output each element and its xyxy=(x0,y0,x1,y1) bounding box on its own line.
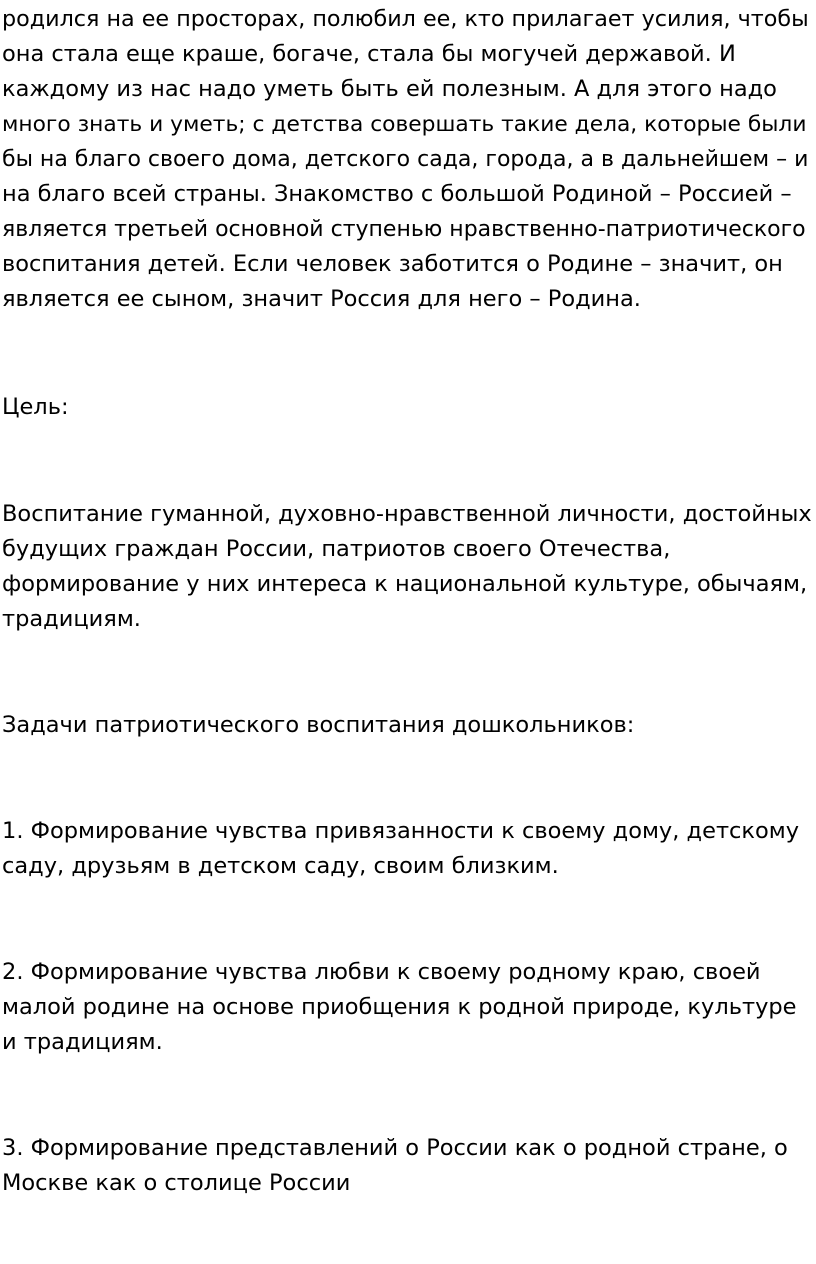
text-line: она стала еще краше, богаче, стала бы могучей державой. И xyxy=(2,41,736,67)
text-line: много знать и уметь; с детства совершать такие дела, которые были xyxy=(2,112,807,137)
text-line: 1. Формирование чувства привязанности к своему дому, детскому xyxy=(2,818,800,844)
text-line: на благо всей страны. Знакомство с большой Родиной – Россией – xyxy=(2,181,792,207)
text-line: является третьей основной ступенью нравственно-патриотического xyxy=(2,217,806,242)
text-line: саду, друзьям в детском саду, своим близким. xyxy=(2,853,559,879)
text-line: родился на ее просторах, полюбил ее, кто прилагает усилия, чтобы xyxy=(2,6,809,32)
text-line: традициям. xyxy=(2,606,141,632)
text-line: Москве как о столице России xyxy=(2,1170,351,1196)
text-line: будущих граждан России, патриотов своего Отечества, xyxy=(2,536,671,562)
text-line: Воспитание гуманной, духовно-нравственной личности, достойных xyxy=(2,501,812,527)
text-line: 2. Формирование чувства любви к своему родному краю, своей xyxy=(2,959,761,985)
text-line: каждому из нас надо уметь быть ей полезным. А для этого надо xyxy=(2,76,777,102)
text-line: формирование у них интереса к национальной культуре, обычаям, xyxy=(2,571,808,597)
text-line: является ее сыном, значит Россия для него – Родина. xyxy=(2,286,641,312)
text-line: воспитания детей. Если человек заботится о Родине – значит, он xyxy=(2,251,783,277)
text-line: бы на благо своего дома, детского сада, города, а в дальнейшем – и xyxy=(2,147,809,172)
tasks-heading: Задачи патриотического воспитания дошкольников: xyxy=(2,712,635,738)
text-line: малой родине на основе приобщения к родной природе, культуре xyxy=(2,994,797,1020)
goal-heading: Цель: xyxy=(2,394,69,420)
text-line: 3. Формирование представлений о России как о родной стране, о xyxy=(2,1135,788,1161)
text-line: и традициям. xyxy=(2,1029,163,1055)
